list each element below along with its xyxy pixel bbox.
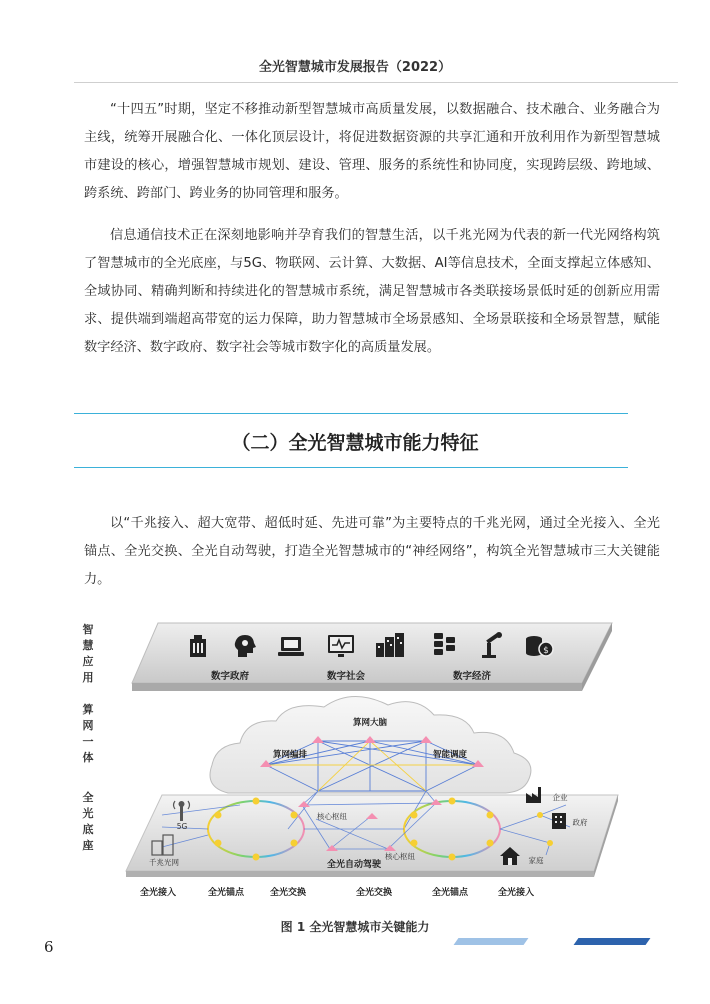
header-rule: [74, 82, 678, 83]
footer-band-light: [454, 938, 529, 945]
footer-band-dark: [574, 938, 651, 945]
base-label-core-hub-2: 核心枢纽: [385, 852, 415, 861]
base-label-autopilot: 全光自动驾驶: [326, 860, 382, 870]
bottom-label-access-left: 全光接入: [139, 888, 177, 898]
base-label-government: 政府: [572, 818, 588, 827]
enterprise-factory-icon: [526, 787, 541, 803]
paragraph-1: “十四五”时期，坚定不移推动新型智慧城市高质量发展，以数据融合、技术融合、业务融合为主线，统筹开展融合化、一体化顶层设计，将促进数据资源的共享汇通和开放利用作为新型智慧城市建设的核心，增强智慧城市规划、建设、管理、服务的系统性和协同度，实现跨层级、跨地域、跨系统、跨部门、跨业务的协同管理和服务。: [84, 102, 660, 201]
bottom-label-switch-right: 全光交换: [355, 888, 393, 898]
figure-key-capabilities: [70, 615, 630, 905]
bottom-label-access-right: 全光接入: [497, 888, 535, 898]
base-label-5g: 5G: [176, 822, 188, 831]
bottom-label-anchor-left: 全光锚点: [207, 888, 245, 898]
layer-label-compute: 算网一体: [82, 703, 94, 764]
app-label-gov: 数字政府: [210, 671, 250, 682]
section-rule-top: [74, 413, 628, 414]
layer-label-app: 智慧应用: [82, 623, 94, 684]
paragraph-3: 以“千兆接入、超大宽带、超低时延、先进可靠”为主要特点的千兆光网，通过全光接入、全光锚点、全光交换、全光自动驾驶，打造全光智慧城市的“神经网络”，构筑全光智慧城市三大关键能力。: [84, 516, 660, 587]
laptop-icon: [278, 637, 304, 656]
page-number: 6: [44, 938, 54, 956]
svg-text:$: $: [543, 646, 549, 656]
compute-network-cloud: [210, 696, 531, 793]
bottom-label-anchor-right: 全光锚点: [431, 888, 469, 898]
government-office-icon: [552, 813, 566, 829]
section-rule-bottom: [74, 467, 628, 468]
cloud-label-orchestration: 算网编排: [272, 750, 308, 760]
base-label-home: 家庭: [528, 856, 544, 865]
figure-caption: 图 1 全光智慧城市关键能力: [280, 920, 430, 934]
cloud-label-brain: 算网大脑: [352, 718, 388, 728]
layer-label-base: 全光底座: [82, 791, 94, 852]
section-title: （二）全光智慧城市能力特征: [231, 432, 479, 454]
base-label-gigabit: 千兆光网: [149, 858, 179, 867]
cloud-label-scheduling: 智能调度: [432, 750, 468, 760]
app-label-society: 数字社会: [326, 671, 366, 682]
base-label-enterprise: 企业: [552, 793, 568, 802]
app-label-economy: 数字经济: [452, 671, 492, 682]
running-header: 全光智慧城市发展报告（2022）: [258, 60, 452, 75]
base-label-core-hub-1: 核心枢纽: [317, 812, 347, 821]
paragraph-2: 信息通信技术正在深刻地影响并孕育我们的智慧生活，以千兆光网为代表的新一代光网络构筑了智慧城市的全光底座，与5G、物联网、云计算、大数据、AI等信息技术，全面支撑起立体感知、全域协同、精确判断和持续进化的智慧城市系统，满足智慧城市各类联接场景低时延的创新应用需求、提供端到端超高带宽的运力保障，助力智慧城市全场景感知、全场景联接和全场景智慧，赋能数字经济、数字政府、数字社会等城市数字化的高质量发展。: [84, 228, 660, 355]
bottom-label-switch-left: 全光交换: [269, 888, 307, 898]
